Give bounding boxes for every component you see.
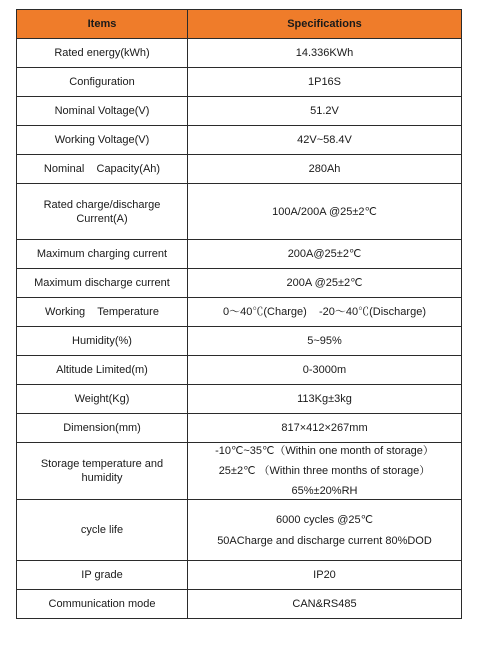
table-row	[17, 385, 462, 414]
table-row	[17, 155, 462, 184]
table-row	[17, 39, 462, 68]
specifications-table	[16, 9, 462, 619]
spec-cell: 1P16S	[188, 68, 462, 97]
table-row	[17, 240, 462, 269]
spec-cell: 14.336KWh	[188, 39, 462, 68]
spec-cell	[188, 443, 462, 500]
item-cell: Nominal Capacity(Ah)	[17, 155, 188, 184]
spec-cell: CAN&RS485	[188, 590, 462, 619]
table-row	[17, 184, 462, 240]
item-cell: Rated charge/discharge Current(A)	[17, 184, 188, 240]
table-row	[17, 561, 462, 590]
item-cell: Working Temperature	[17, 298, 188, 327]
item-cell: Maximum discharge current	[17, 269, 188, 298]
spec-cell: 280Ah	[188, 155, 462, 184]
spec-line: 50ACharge and discharge current 80%DOD	[217, 534, 432, 547]
spec-line: 65%±20%RH	[291, 485, 358, 497]
table-row	[17, 298, 462, 327]
spec-cell: IP20	[188, 561, 462, 590]
item-cell: Configuration	[17, 68, 188, 97]
spec-cell: 100A/200A @25±2℃	[188, 184, 462, 240]
spec-cell: 200A @25±2℃	[188, 269, 462, 298]
item-cell: IP grade	[17, 561, 188, 590]
table-row	[17, 327, 462, 356]
table-row	[17, 356, 462, 385]
spec-cell: 200A@25±2℃	[188, 240, 462, 269]
spec-line: -10℃~35℃（Within one month of storage）	[215, 445, 434, 457]
item-cell: Humidity(%)	[17, 327, 188, 356]
item-cell: Weight(Kg)	[17, 385, 188, 414]
item-cell: Storage temperature and humidity	[17, 443, 188, 500]
spec-cell: 5~95%	[188, 327, 462, 356]
item-cell: Working Voltage(V)	[17, 126, 188, 155]
table-row	[17, 269, 462, 298]
item-cell: Maximum charging current	[17, 240, 188, 269]
spec-line: 6000 cycles @25℃	[276, 513, 373, 526]
spec-cell: 0～40℃(Charge) -20～40℃(Discharge)	[188, 298, 462, 327]
spec-cell: 113Kg±3kg	[188, 385, 462, 414]
spec-cell: 51.2V	[188, 97, 462, 126]
table-row	[17, 97, 462, 126]
item-cell: Dimension(mm)	[17, 414, 188, 443]
table-header-row	[17, 10, 462, 39]
item-cell: Rated energy(kWh)	[17, 39, 188, 68]
spec-cell: 42V~58.4V	[188, 126, 462, 155]
spec-cell: 0-3000m	[188, 356, 462, 385]
item-cell: Nominal Voltage(V)	[17, 97, 188, 126]
spec-cell	[188, 500, 462, 561]
items-column-header: Items	[17, 10, 188, 39]
table-row	[17, 500, 462, 561]
spec-line: 25±2℃ （Within three months of storage）	[218, 465, 431, 477]
specifications-column-header: Specifications	[188, 10, 462, 39]
item-cell: Altitude Limited(m)	[17, 356, 188, 385]
table-row	[17, 443, 462, 500]
table-row	[17, 126, 462, 155]
spec-cell: 817×412×267mm	[188, 414, 462, 443]
table-row	[17, 68, 462, 97]
item-cell: cycle life	[17, 500, 188, 561]
table-row	[17, 590, 462, 619]
table-row	[17, 414, 462, 443]
item-cell: Communication mode	[17, 590, 188, 619]
